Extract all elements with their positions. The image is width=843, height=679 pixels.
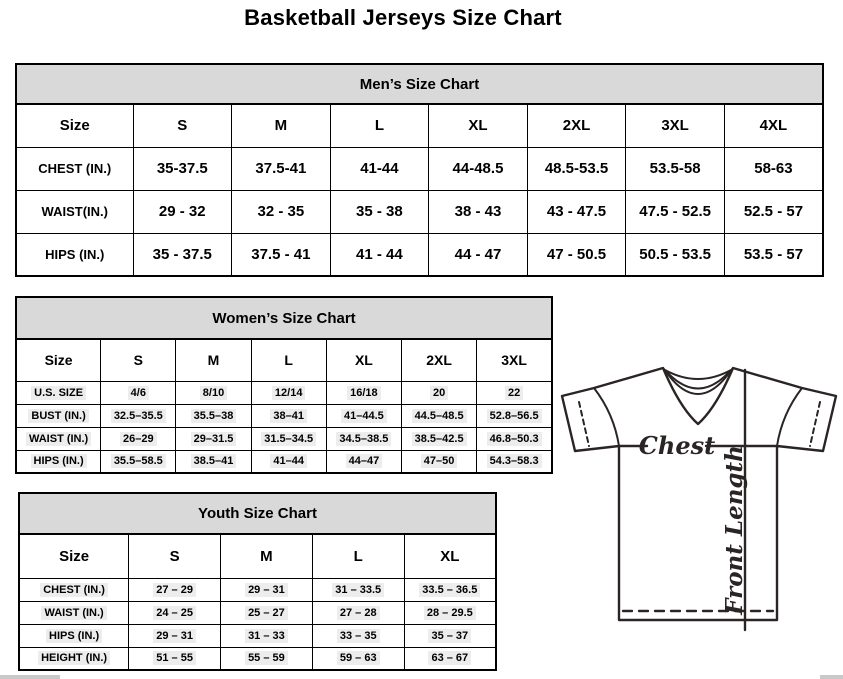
youth-size-value: 28 – 29.5 — [424, 606, 476, 620]
women-table-cell — [326, 404, 401, 427]
men-table-cell — [16, 233, 133, 276]
youth-table-cell — [221, 647, 313, 670]
youth-table-cell — [129, 578, 221, 601]
youth-header-cell: Size — [19, 534, 129, 578]
men-row-label: HIPS (IN.) — [45, 246, 105, 262]
women-size-value: 44–47 — [346, 454, 383, 468]
youth-size-value: 25 – 27 — [245, 606, 288, 620]
women-header-cell: S — [101, 339, 176, 381]
youth-row-label: HIPS (IN.) — [46, 629, 102, 643]
men-size-value: 53.5 - 57 — [743, 245, 804, 263]
women-table-cell — [176, 427, 251, 450]
women-size-value: 38–41 — [270, 409, 307, 423]
youth-size-value: 51 – 55 — [153, 651, 196, 665]
men-size-value: 35 - 38 — [356, 203, 403, 220]
youth-size-value: 33 – 35 — [337, 629, 380, 643]
women-table-row — [16, 450, 552, 473]
men-table-row — [16, 190, 823, 233]
women-row-label: BUST (IN.) — [28, 409, 88, 423]
women-table-cell — [477, 381, 552, 404]
women-size-value: 35.5–38 — [191, 409, 237, 423]
women-size-value: 16/18 — [347, 386, 381, 400]
women-table-cell — [402, 381, 477, 404]
women-size-value: 29–31.5 — [191, 432, 237, 446]
women-size-value: 35.5–58.5 — [111, 454, 166, 468]
men-table-cell — [527, 147, 626, 190]
youth-table-cell — [19, 624, 129, 647]
women-header-cell: M — [176, 339, 251, 381]
women-table-row — [16, 427, 552, 450]
women-size-value: 52.8–56.5 — [487, 409, 542, 423]
youth-table-cell — [404, 578, 496, 601]
youth-table-cell — [19, 578, 129, 601]
youth-table-cell — [221, 578, 313, 601]
women-size-value: 54.3–58.3 — [487, 454, 542, 468]
men-table-cell — [232, 190, 331, 233]
youth-table-cell — [221, 624, 313, 647]
youth-header-cell: M — [221, 534, 313, 578]
men-size-value: 43 - 47.5 — [546, 203, 607, 220]
women-table-row — [16, 404, 552, 427]
youth-size-value: 29 – 31 — [153, 629, 196, 643]
women-size-value: 22 — [505, 386, 523, 400]
women-size-value: 41–44.5 — [341, 409, 387, 423]
women-header-cell: XL — [326, 339, 401, 381]
women-table-cell — [402, 427, 477, 450]
men-table-row — [16, 147, 823, 190]
youth-table-row — [19, 601, 496, 624]
women-table — [15, 296, 553, 474]
youth-table-cell — [129, 601, 221, 624]
women-size-value: 44.5–48.5 — [412, 409, 467, 423]
women-table-cell — [101, 450, 176, 473]
men-table-cell — [626, 147, 725, 190]
men-table-cell — [527, 233, 626, 276]
youth-table-cell — [312, 601, 404, 624]
women-table-cell — [101, 381, 176, 404]
men-size-value: 44 - 47 — [454, 245, 502, 263]
youth-size-chart-table — [18, 492, 497, 669]
women-row-label: HIPS (IN.) — [31, 454, 87, 468]
men-size-value: 29 - 32 — [158, 203, 206, 220]
men-size-value: 53.5-58 — [649, 160, 701, 177]
women-table-cell — [176, 404, 251, 427]
men-size-value: 32 - 35 — [257, 203, 305, 220]
youth-size-value: 59 – 63 — [337, 651, 380, 665]
men-header-cell: L — [330, 104, 429, 147]
men-table-cell — [429, 190, 528, 233]
youth-size-value: 63 – 67 — [428, 651, 471, 665]
youth-table-cell — [404, 624, 496, 647]
youth-size-value: 29 – 31 — [245, 583, 288, 597]
men-size-value: 47.5 - 52.5 — [639, 203, 711, 220]
women-size-value: 4/6 — [128, 386, 149, 400]
men-table-title: Men’s Size Chart — [16, 64, 823, 104]
women-table-cell — [16, 450, 101, 473]
youth-row-label: CHEST (IN.) — [40, 583, 108, 597]
men-table-cell — [16, 190, 133, 233]
women-table-title: Women’s Size Chart — [16, 297, 552, 339]
men-size-value: 35-37.5 — [156, 160, 208, 177]
men-table-cell — [724, 233, 823, 276]
men-table-cell — [133, 233, 232, 276]
women-header-cell: L — [251, 339, 326, 381]
women-size-value: 38.5–42.5 — [412, 432, 467, 446]
women-table-cell — [101, 427, 176, 450]
women-size-value: 47–50 — [421, 454, 458, 468]
youth-size-value: 33.5 – 36.5 — [419, 583, 480, 597]
women-header-cell: 2XL — [402, 339, 477, 381]
women-table-cell — [477, 450, 552, 473]
women-table-cell — [326, 427, 401, 450]
youth-size-value: 24 – 25 — [153, 606, 196, 620]
men-size-value: 47 - 50.5 — [546, 245, 607, 263]
men-header-cell: 2XL — [527, 104, 626, 147]
youth-size-value: 31 – 33 — [245, 629, 288, 643]
men-size-value: 48.5-53.5 — [544, 160, 609, 177]
women-table-cell — [16, 404, 101, 427]
women-size-value: 32.5–35.5 — [111, 409, 166, 423]
women-table-cell — [251, 404, 326, 427]
front-length-label: Front Length — [721, 445, 748, 615]
men-table-cell — [232, 147, 331, 190]
youth-table-cell — [404, 647, 496, 670]
men-size-value: 38 - 43 — [454, 203, 502, 220]
men-table-cell — [724, 147, 823, 190]
men-size-value: 37.5-41 — [255, 160, 307, 177]
men-table-cell — [626, 190, 725, 233]
women-table-cell — [251, 427, 326, 450]
women-size-value: 46.8–50.3 — [487, 432, 542, 446]
men-header-cell: M — [232, 104, 331, 147]
youth-table-title: Youth Size Chart — [19, 493, 496, 534]
partial-element-bottom-right — [820, 675, 843, 679]
men-table-cell — [133, 147, 232, 190]
men-size-value: 50.5 - 53.5 — [639, 245, 711, 263]
men-row-label: WAIST(IN.) — [41, 204, 108, 219]
youth-table-cell — [221, 601, 313, 624]
women-size-value: 26–29 — [120, 432, 157, 446]
youth-row-label: WAIST (IN.) — [41, 606, 106, 620]
youth-size-value: 27 – 29 — [153, 583, 196, 597]
women-size-value: 20 — [430, 386, 448, 400]
chest-label: Chest — [638, 431, 716, 460]
men-size-value: 35 - 37.5 — [152, 245, 212, 263]
youth-size-value: 31 – 33.5 — [332, 583, 384, 597]
men-table-cell — [429, 147, 528, 190]
youth-table-row — [19, 578, 496, 601]
men-table — [15, 63, 824, 277]
mens-size-chart-table — [15, 63, 824, 276]
men-size-value: 41-44 — [360, 160, 399, 177]
women-table-cell — [402, 450, 477, 473]
page-title: Basketball Jerseys Size Chart — [244, 5, 562, 30]
men-header-cell: Size — [16, 104, 133, 147]
women-size-value: 38.5–41 — [191, 454, 237, 468]
womens-size-chart-table — [15, 296, 553, 473]
women-header-cell: 3XL — [477, 339, 552, 381]
youth-table-row — [19, 647, 496, 670]
women-table-cell — [402, 404, 477, 427]
men-table-cell — [724, 190, 823, 233]
women-size-value: 12/14 — [272, 386, 306, 400]
men-table-cell — [429, 233, 528, 276]
men-table-cell — [16, 147, 133, 190]
youth-table-cell — [312, 578, 404, 601]
youth-table-cell — [404, 601, 496, 624]
men-header-cell: S — [133, 104, 232, 147]
youth-size-value: 27 – 28 — [337, 606, 380, 620]
women-header-cell: Size — [16, 339, 101, 381]
men-table-cell — [330, 147, 429, 190]
youth-table-cell — [19, 647, 129, 670]
youth-table-cell — [129, 624, 221, 647]
men-header-cell: XL — [429, 104, 528, 147]
youth-size-value: 35 – 37 — [428, 629, 471, 643]
women-table-cell — [251, 450, 326, 473]
partial-element-bottom-left — [0, 675, 60, 679]
women-table-cell — [176, 450, 251, 473]
youth-header-cell: L — [312, 534, 404, 578]
men-size-value: 41 - 44 — [356, 245, 403, 263]
women-table-row — [16, 381, 552, 404]
men-table-cell — [330, 190, 429, 233]
youth-table-cell — [312, 624, 404, 647]
women-table-cell — [326, 381, 401, 404]
women-size-value: 34.5–38.5 — [336, 432, 391, 446]
men-table-cell — [133, 190, 232, 233]
youth-table-row — [19, 624, 496, 647]
youth-header-cell: S — [129, 534, 221, 578]
women-size-value: 41–44 — [270, 454, 307, 468]
jersey-measurement-diagram — [556, 362, 843, 638]
youth-row-label: HEIGHT (IN.) — [38, 651, 110, 665]
women-table-cell — [101, 404, 176, 427]
women-table-cell — [326, 450, 401, 473]
jersey-outline-icon — [562, 368, 836, 620]
youth-header-cell: XL — [404, 534, 496, 578]
men-size-value: 58-63 — [754, 160, 793, 177]
men-table-row — [16, 233, 823, 276]
youth-table — [18, 492, 497, 671]
men-table-cell — [232, 233, 331, 276]
women-table-cell — [477, 404, 552, 427]
men-size-value: 44-48.5 — [452, 160, 504, 177]
women-table-cell — [176, 381, 251, 404]
men-row-label: CHEST (IN.) — [38, 161, 112, 176]
men-size-value: 52.5 - 57 — [743, 203, 804, 220]
women-table-cell — [16, 381, 101, 404]
youth-size-value: 55 – 59 — [245, 651, 288, 665]
women-table-cell — [251, 381, 326, 404]
men-size-value: 37.5 - 41 — [251, 245, 311, 263]
women-row-label: WAIST (IN.) — [26, 432, 91, 446]
men-table-cell — [626, 233, 725, 276]
youth-table-cell — [129, 647, 221, 670]
women-row-label: U.S. SIZE — [31, 386, 86, 400]
youth-table-cell — [19, 601, 129, 624]
women-size-value: 8/10 — [200, 386, 227, 400]
youth-table-cell — [312, 647, 404, 670]
men-table-cell — [330, 233, 429, 276]
women-table-cell — [16, 427, 101, 450]
women-table-cell — [477, 427, 552, 450]
men-header-cell: 3XL — [626, 104, 725, 147]
women-size-value: 31.5–34.5 — [261, 432, 316, 446]
men-header-cell: 4XL — [724, 104, 823, 147]
men-table-cell — [527, 190, 626, 233]
